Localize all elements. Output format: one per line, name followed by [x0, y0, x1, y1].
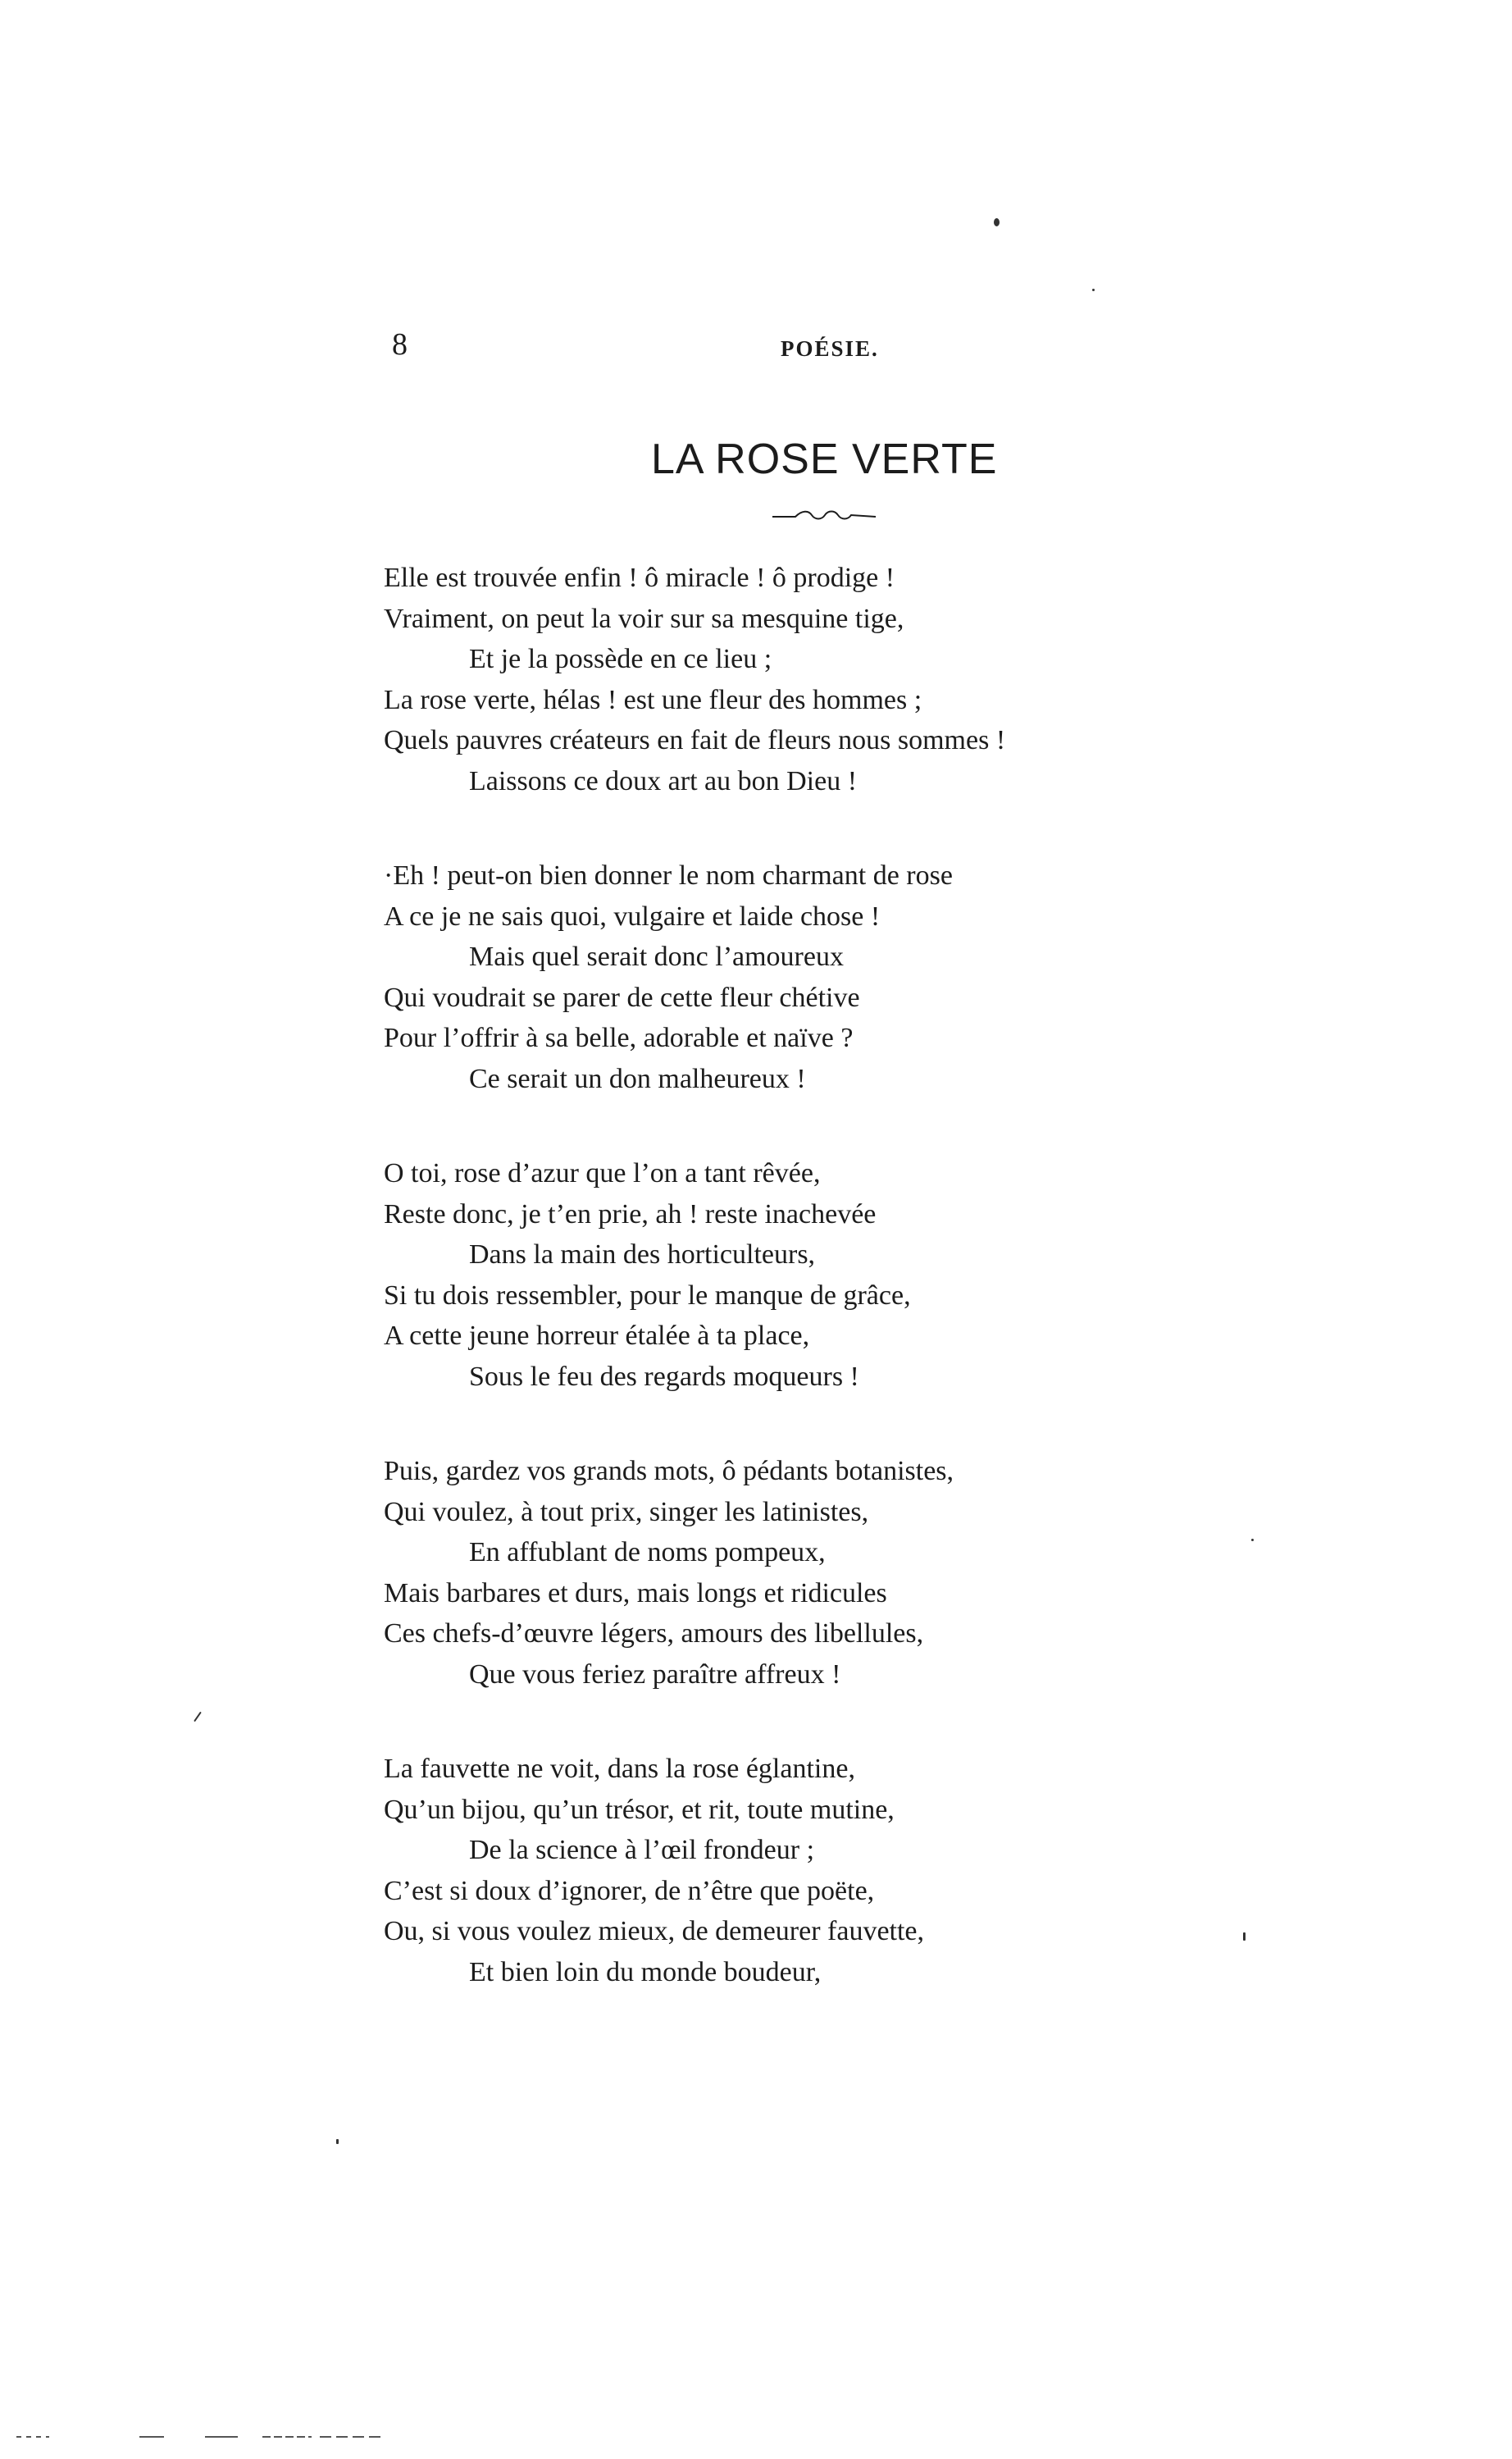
verse-line: Quels pauvres créateurs en fait de fleurs nous sommes !	[384, 725, 1006, 755]
verse-line: La fauvette ne voit, dans la rose églantine,	[384, 1754, 855, 1784]
verse-line: Et bien loin du monde boudeur,	[469, 1956, 822, 1987]
stanza-1	[384, 558, 1122, 801]
verse-line: Pour l’offrir à sa belle, adorable et naïve ?	[384, 1023, 854, 1053]
verse-line: Sous le feu des regards moqueurs !	[469, 1361, 859, 1392]
verse-line: Mais quel serait donc l’amoureux	[469, 942, 844, 972]
verse-line: Laissons ce doux art au bon Dieu !	[469, 765, 858, 796]
running-head: POÉSIE.	[781, 336, 879, 361]
title-ornament	[771, 507, 877, 523]
verse-line: A cette jeune horreur étalée à ta place,	[384, 1321, 810, 1351]
verse-line: Et je la possède en ce lieu ;	[469, 644, 772, 674]
verse-line: Si tu dois ressembler, pour le manque de grâce,	[384, 1280, 911, 1311]
stanza-5	[384, 1749, 1122, 1992]
poem-title: LA ROSE VERTE	[651, 436, 998, 483]
verse-line: En affublant de noms pompeux,	[469, 1537, 826, 1567]
page-number: 8	[392, 327, 408, 362]
verse-line: C’est si doux d’ignorer, de n’être que poëte,	[384, 1875, 875, 1906]
ink-speck	[336, 2139, 339, 2144]
verse-line: La rose verte, hélas ! est une fleur des hommes ;	[384, 684, 922, 715]
ink-speck	[1243, 1932, 1246, 1941]
ink-speck	[194, 1712, 202, 1722]
verse-line: Ce serait un don malheureux !	[469, 1063, 806, 1094]
verse-line: ·Eh ! peut-on bien donner le nom charmant de rose	[384, 860, 953, 891]
verse-line: Puis, gardez vos grands mots, ô pédants botanistes,	[384, 1456, 954, 1486]
verse-line: Elle est trouvée enfin ! ô miracle ! ô prodige !	[384, 563, 895, 593]
verse-line: A ce je ne sais quoi, vulgaire et laide chose !	[384, 901, 881, 932]
poem-body	[384, 558, 1122, 2046]
verse-line: Mais barbares et durs, mais longs et ridicules	[384, 1577, 887, 1608]
verse-line: Ces chefs-d’œuvre légers, amours des libellules,	[384, 1618, 924, 1649]
verse-line: De la science à l’œil frondeur ;	[469, 1835, 815, 1865]
ink-speck	[1092, 289, 1095, 291]
bottom-edge-marks	[0, 2433, 426, 2441]
verse-line: Ou, si vous voulez mieux, de demeurer fauvette,	[384, 1916, 925, 1946]
verse-line: Vraiment, on peut la voir sur sa mesquine tige,	[384, 603, 904, 634]
stanza-3	[384, 1153, 1122, 1397]
verse-line: Qui voudrait se parer de cette fleur chétive	[384, 982, 860, 1013]
ink-speck	[1251, 1539, 1254, 1541]
stanza-4	[384, 1451, 1122, 1695]
verse-line: Qu’un bijou, qu’un trésor, et rit, toute mutine,	[384, 1794, 895, 1825]
verse-line: Dans la main des horticulteurs,	[469, 1239, 816, 1270]
verse-line: Reste donc, je t’en prie, ah ! reste inachevée	[384, 1198, 877, 1230]
ink-speck	[994, 218, 1000, 226]
verse-line: Qui voulez, à tout prix, singer les latinistes,	[384, 1496, 869, 1527]
stanza-2	[384, 855, 1122, 1099]
verse-line: O toi, rose d’azur que l’on a tant rêvée,	[384, 1158, 821, 1188]
verse-line: Que vous feriez paraître affreux !	[469, 1658, 841, 1690]
